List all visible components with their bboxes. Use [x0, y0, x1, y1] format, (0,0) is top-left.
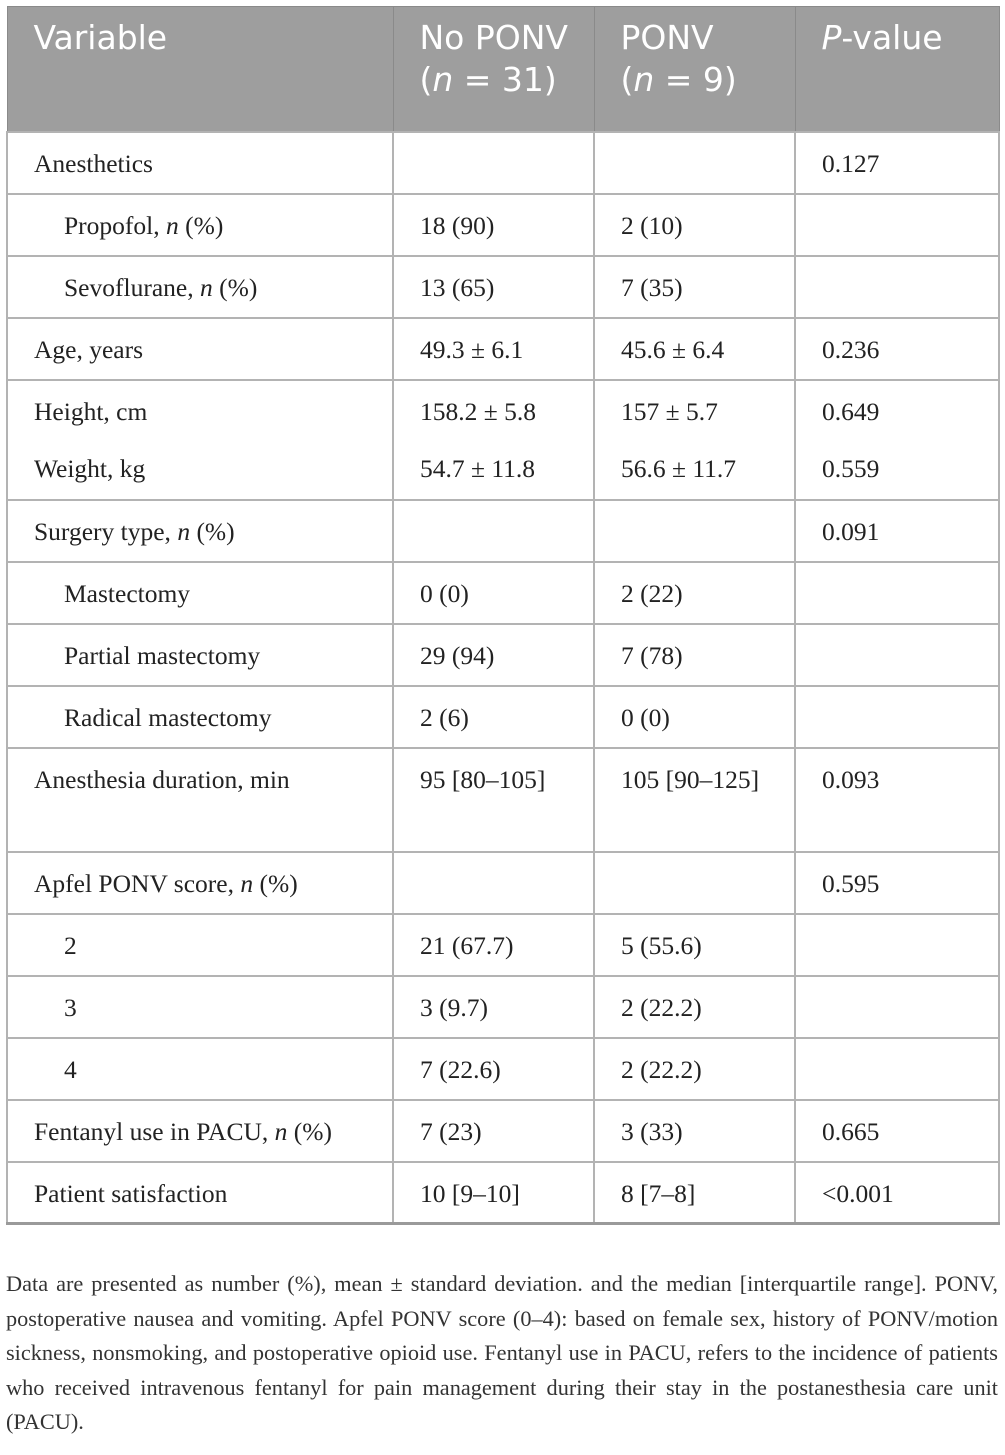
cell-no-ponv: 7 (23)	[393, 1100, 594, 1162]
cell-no-ponv: 54.7 ± 11.8	[393, 440, 594, 500]
cell-variable: 2	[7, 914, 393, 976]
table-row	[7, 914, 999, 976]
cell-pvalue	[795, 624, 999, 686]
cell-no-ponv: 7 (22.6)	[393, 1038, 594, 1100]
cell-pvalue: 0.559	[795, 440, 999, 500]
data-table	[6, 6, 1000, 1225]
cell-ponv: 45.6 ± 6.4	[594, 318, 795, 380]
cell-pvalue: 0.595	[795, 852, 999, 914]
cell-no-ponv: 13 (65)	[393, 256, 594, 318]
cell-variable: Weight, kg	[7, 440, 393, 500]
table-row	[7, 256, 999, 318]
cell-variable: Patient satisfaction	[7, 1162, 393, 1224]
table-row	[7, 1100, 999, 1162]
cell-variable: Radical mastectomy	[7, 686, 393, 748]
table-footnote: Data are presented as number (%), mean ± standard deviation. and the median [interquartile range]. PONV, postoperative nausea and vomiting. Apfel PONV score (0–4): based on female sex, history of PONV/motion sickness, nonsmoking, and postoperative opioid use. Fentanyl use in PACU, refers to the incidence of patients who received intravenous fentanyl for pain management during their stay in the postanesthesia care unit (PACU).	[6, 1271, 998, 1435]
cell-no-ponv	[393, 500, 594, 562]
cell-variable: Anesthetics	[7, 132, 393, 194]
cell-variable: Mastectomy	[7, 562, 393, 624]
cell-no-ponv: 10 [9–10]	[393, 1162, 594, 1224]
table-row	[7, 1038, 999, 1100]
cell-variable: 3	[7, 976, 393, 1038]
header-row	[7, 7, 999, 132]
cell-ponv: 2 (22.2)	[594, 976, 795, 1038]
cell-no-ponv: 49.3 ± 6.1	[393, 318, 594, 380]
table-row	[7, 440, 999, 500]
cell-ponv	[594, 500, 795, 562]
cell-no-ponv: 0 (0)	[393, 562, 594, 624]
table-row	[7, 318, 999, 380]
cell-ponv: 7 (35)	[594, 256, 795, 318]
cell-variable: Fentanyl use in PACU, n (%)	[7, 1100, 393, 1162]
cell-ponv: 3 (33)	[594, 1100, 795, 1162]
cell-ponv: 2 (22.2)	[594, 1038, 795, 1100]
table-row	[7, 132, 999, 194]
cell-ponv	[594, 852, 795, 914]
cell-pvalue: 0.091	[795, 500, 999, 562]
cell-pvalue: 0.127	[795, 132, 999, 194]
table-row	[7, 1162, 999, 1224]
cell-variable: Partial mastectomy	[7, 624, 393, 686]
cell-pvalue	[795, 1038, 999, 1100]
table-row	[7, 976, 999, 1038]
cell-ponv: 56.6 ± 11.7	[594, 440, 795, 500]
table-row	[7, 624, 999, 686]
cell-no-ponv	[393, 852, 594, 914]
cell-no-ponv	[393, 132, 594, 194]
header-no-ponv: No PONV (n = 31)	[393, 7, 594, 132]
cell-no-ponv: 2 (6)	[393, 686, 594, 748]
cell-ponv: 157 ± 5.7	[594, 380, 795, 440]
table-row	[7, 852, 999, 914]
cell-ponv: 2 (22)	[594, 562, 795, 624]
cell-ponv: 8 [7–8]	[594, 1162, 795, 1224]
cell-pvalue	[795, 194, 999, 256]
cell-no-ponv: 3 (9.7)	[393, 976, 594, 1038]
header-variable: Variable	[7, 7, 393, 132]
cell-pvalue: 0.665	[795, 1100, 999, 1162]
cell-pvalue	[795, 686, 999, 748]
cell-pvalue: 0.093	[795, 748, 999, 852]
cell-variable: Surgery type, n (%)	[7, 500, 393, 562]
cell-no-ponv: 158.2 ± 5.8	[393, 380, 594, 440]
cell-pvalue	[795, 256, 999, 318]
cell-pvalue	[795, 562, 999, 624]
cell-ponv: 0 (0)	[594, 686, 795, 748]
table-row	[7, 194, 999, 256]
table-row	[7, 686, 999, 748]
cell-variable: Height, cm	[7, 380, 393, 440]
cell-variable: 4	[7, 1038, 393, 1100]
header-no-ponv-n: (n = 31)	[419, 60, 557, 99]
cell-variable: Age, years	[7, 318, 393, 380]
cell-variable: Apfel PONV score, n (%)	[7, 852, 393, 914]
cell-no-ponv: 95 [80–105]	[393, 748, 594, 852]
cell-variable: Propofol, n (%)	[7, 194, 393, 256]
header-ponv: PONV (n = 9)	[594, 7, 795, 132]
table-row	[7, 562, 999, 624]
table-row	[7, 380, 999, 440]
cell-pvalue	[795, 976, 999, 1038]
table-row	[7, 500, 999, 562]
cell-ponv: 2 (10)	[594, 194, 795, 256]
cell-pvalue	[795, 914, 999, 976]
cell-ponv: 5 (55.6)	[594, 914, 795, 976]
cell-ponv	[594, 132, 795, 194]
header-pvalue: P-value	[795, 7, 999, 132]
cell-pvalue: 0.236	[795, 318, 999, 380]
cell-pvalue: <0.001	[795, 1162, 999, 1224]
cell-no-ponv: 21 (67.7)	[393, 914, 594, 976]
header-ponv-n: (n = 9)	[620, 60, 737, 99]
cell-variable: Anesthesia duration, min	[7, 748, 393, 852]
cell-no-ponv: 18 (90)	[393, 194, 594, 256]
cell-pvalue: 0.649	[795, 380, 999, 440]
cell-ponv: 105 [90–125]	[594, 748, 795, 852]
table-row	[7, 748, 999, 852]
cell-ponv: 7 (78)	[594, 624, 795, 686]
cell-variable: Sevoflurane, n (%)	[7, 256, 393, 318]
cell-no-ponv: 29 (94)	[393, 624, 594, 686]
